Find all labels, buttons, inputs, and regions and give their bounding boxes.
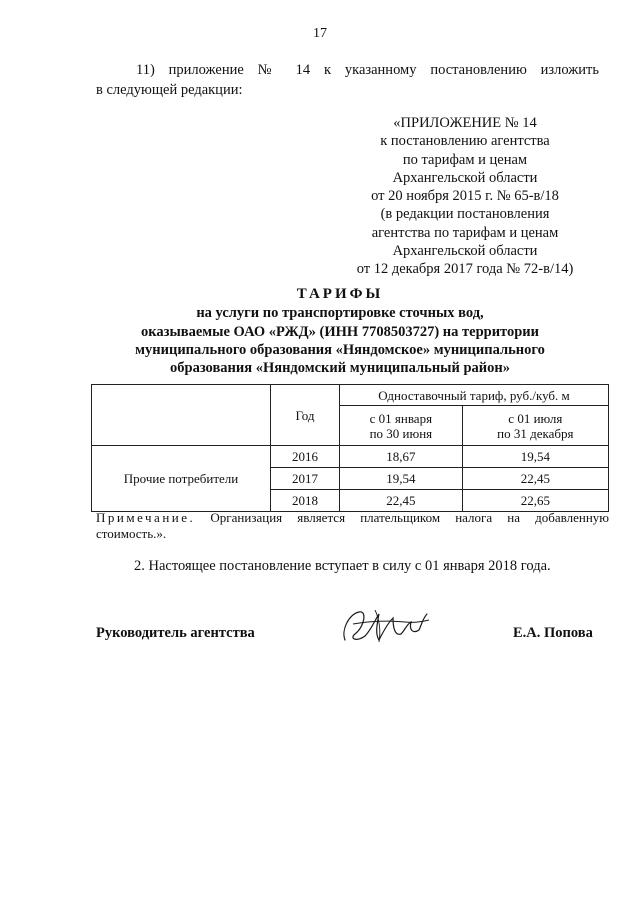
paragraph-11-line1: 11) приложение № 14 к указанному постановлению изложить <box>136 62 599 78</box>
title-line: образования «Няндомский муниципальный район» <box>170 360 510 377</box>
period2-end: по 31 декабря <box>497 425 574 441</box>
tariff-cell-p2: 22,45 <box>462 468 608 490</box>
tariff-cell-p2: 19,54 <box>462 446 608 468</box>
table-header-tariff: Одноставочный тариф, руб./куб. м <box>340 385 609 406</box>
period2-start: с 01 июля <box>508 410 563 426</box>
appendix-line: от 20 ноября 2015 г. № 65-в/18 <box>371 188 559 205</box>
year-cell: 2018 <box>271 490 340 512</box>
appendix-line: «ПРИЛОЖЕНИЕ № 14 <box>393 115 537 131</box>
note-label: Примечание. <box>96 510 196 525</box>
signature-position: Руководитель агентства <box>96 625 255 641</box>
document-title <box>100 285 580 377</box>
handwritten-signature <box>335 600 435 652</box>
table-header-year: Год <box>271 385 340 446</box>
period1-end: по 30 июня <box>369 425 433 441</box>
title-main: ТАРИФЫ <box>296 286 384 302</box>
consumer-cell: Прочие потребители <box>92 446 271 512</box>
table-header-period2 <box>462 406 608 446</box>
table-note <box>96 510 609 541</box>
appendix-line: Архангельской области <box>392 243 538 260</box>
table-header-period1 <box>340 406 463 446</box>
title-line: муниципального образования «Няндомское» муниципального <box>135 341 545 358</box>
table-header-empty <box>92 385 271 446</box>
appendix-line: агентства по тарифам и ценам <box>371 224 559 241</box>
paragraph-11-line2: в следующей редакции: <box>96 82 243 98</box>
title-line: на услуги по транспортировке сточных вод, <box>196 305 484 322</box>
appendix-line: от 12 декабря 2017 года № 72-в/14) <box>356 261 574 278</box>
note-line1 <box>96 510 609 526</box>
tariff-cell-p1: 19,54 <box>340 468 463 490</box>
appendix-line: (в редакции постановления <box>380 206 550 223</box>
paragraph-11 <box>96 60 599 100</box>
signature-name: Е.А. Попова <box>513 625 593 641</box>
appendix-line: к постановлению агентства <box>380 133 550 150</box>
period1-start: с 01 января <box>369 410 433 426</box>
appendix-line: по тарифам и ценам <box>402 151 528 168</box>
tariff-table <box>91 384 609 512</box>
year-cell: 2016 <box>271 446 340 468</box>
tariff-cell-p2: 22,65 <box>462 490 608 512</box>
appendix-line: Архангельской области <box>392 169 538 186</box>
appendix-header <box>330 114 600 279</box>
note-line2: стоимость.». <box>96 525 167 541</box>
tariff-cell-p1: 22,45 <box>340 490 463 512</box>
page-number: 17 <box>313 26 327 41</box>
year-cell: 2017 <box>271 468 340 490</box>
tariff-cell-p1: 18,67 <box>340 446 463 468</box>
title-line: оказываемые ОАО «РЖД» (ИНН 7708503727) на территории <box>140 323 540 340</box>
table-row <box>92 446 609 468</box>
note-text: Организация является плательщиком налога на добавленную <box>210 510 609 525</box>
paragraph-2: 2. Настоящее постановление вступает в силу с 01 января 2018 года. <box>134 558 551 574</box>
